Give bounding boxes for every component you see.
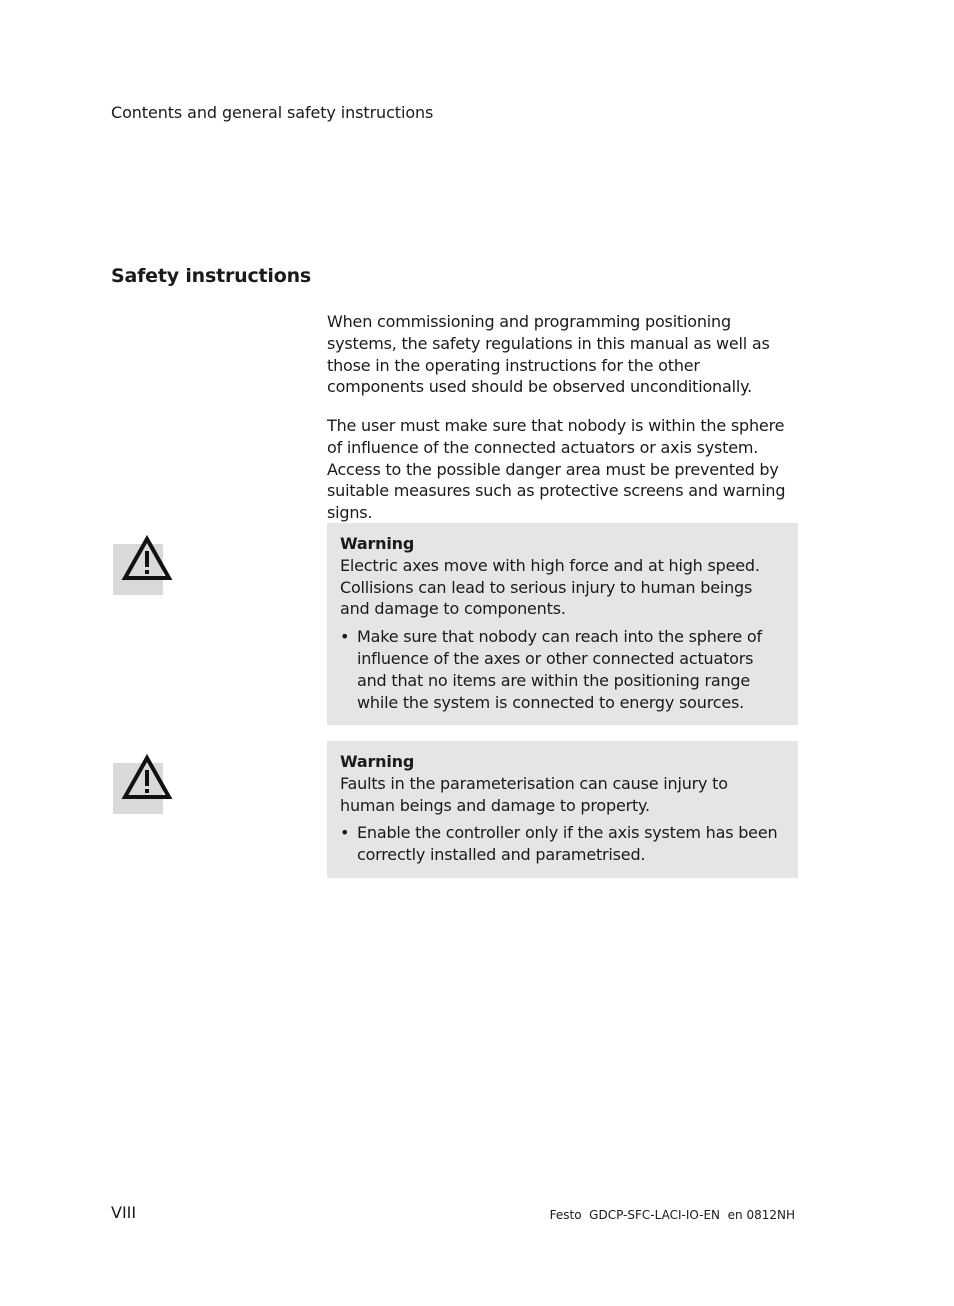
warning-bullet-item (340, 822, 786, 866)
warning-text: Faults in the parameterisation can cause injury to human beings and damage to property. (340, 773, 728, 815)
warning-title: Warning (340, 752, 415, 771)
warning-triangle-icon (113, 544, 163, 595)
running-header: Contents and general safety instructions (111, 103, 434, 122)
bullet-text: Make sure that nobody can reach into the sphere of influence of the axes or other connected actuators and that no items are within the positioning range while the system is connected to energy sources. (357, 627, 762, 712)
section-title: Safety instructions (111, 265, 312, 287)
bullet-point: • (340, 823, 350, 843)
warning-title: Warning (340, 534, 415, 553)
bullet-point: • (340, 627, 350, 647)
intro-paragraph: When commissioning and programming positioning systems, the safety regulations in this manual as well as those in the operating instructions for the other components used should be observed unconditionally. (327, 312, 770, 397)
warning-text: Electric axes move with high force and at high speed. Collisions can lead to serious injury to human beings and damage to components. (340, 555, 760, 619)
warning-triangle-icon (113, 763, 163, 814)
page-number: VIII (111, 1203, 137, 1222)
warning-box-parameterisation (327, 741, 798, 878)
bullet-text: Enable the controller only if the axis system has been correctly installed and parametrised. (357, 823, 778, 865)
danger-area-paragraph: The user must make sure that nobody is within the sphere of influence of the connected actuators or axis system. Access to the possible danger area must be prevented by suitable measures such as protective screens and warning signs. (327, 416, 786, 523)
warning-bullet-item (340, 626, 786, 713)
warning-box-force (327, 523, 798, 725)
document-identifier: Festo GDCP-SFC-LACI-IO-EN en 0812NH (549, 1208, 795, 1222)
